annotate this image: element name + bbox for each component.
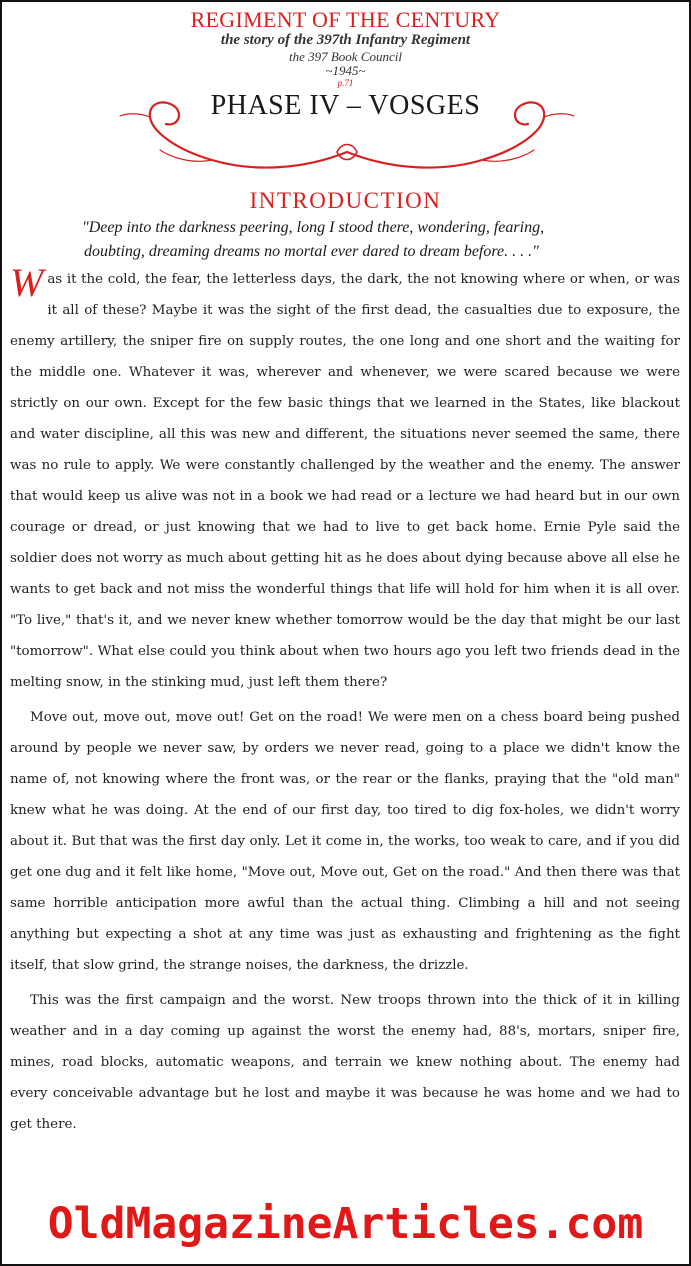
page-reference: p.71 (337, 78, 354, 88)
book-year: ~1945~ (325, 63, 366, 78)
paragraph-1-text: as it the cold, the fear, the letterless days, the dark, the not knowing where or when, or was it all of these? Maybe it was the sight of the first dead, the casualties due to exposure, the enemy artillery, the sniper fire on supply routes, the one long and one short and the waiting for the middle one. Whatever it was, wherever and whenever, we were scared because we were strictly on our own. Except for the few basic things that we learned in the States, like blackout and water discipline, all this was new and different, the situations never seemed the same, there was no rule to apply. We were constantly challenged by the weather and the enemy. The answer that would keep us alive was not in a book we had read or a lecture we had heard but in our own courage or dread, or just knowing that we had to live to get back home. Ernie Pyle said the soldier does not worry as much about getting hit as he does about dying because above all else he wants to get back and not miss the wonderful things that life will hold for him when it is all over. "To live," that's it, and we never knew whether tomorrow would be the day that might be our last "tomorrow". What else could you think about when two hours ago you left two friends dead in the melting snow, in the stinking mud, just left them there? (10, 272, 680, 690)
section-heading: INTRODUCTION (249, 188, 442, 213)
book-subtitle: the story of the 397th Infantry Regiment (220, 32, 471, 48)
paragraph-3: This was the first campaign and the worst. New troops thrown into the thick of it in killing weather and in a day coming up against the worst the enemy had, 88's, mortars, sniper fire, mines, road blocks, automatic weapons, and terrain we knew nothing about. The enemy had every conceivable advantage but he lost and maybe it was because he was home and we had to get there. (10, 993, 680, 1132)
phase-title: PHASE IV – VOSGES (210, 90, 481, 121)
epigraph-quote (82, 216, 642, 264)
book-title: REGIMENT OF THE CENTURY (190, 7, 501, 32)
flourish-ornament-icon (2, 2, 691, 192)
paragraph-1 (10, 260, 680, 698)
site-logo: OldMagazineArticles.com (47, 1199, 644, 1249)
paragraph-2: Move out, move out, move out! Get on the road! We were men on a chess board being pushed around by people we never saw, by orders we never read, going to a place we didn't know the name of, not knowing where the front was, or the rear or the flanks, praying that the "old man" knew what he was doing. At the end of our first day, too tired to dig fox-holes, we didn't worry about it. But that was the first day only. Let it come in, the works, too weak to care, and if you did get one dug and it felt like home, "Move out, Move out, Get on the road." And then there was that same horrible anticipation more awful than the actual thing. Climbing a hill and not seeing anything but expecting a shot at any time was just as exhausting and frightening as the fight itself, that slow grind, the strange noises, the darkness, the drizzle. (10, 710, 680, 973)
epigraph-line-2: doubting, dreaming dreams no mortal ever dared to dream before. . . ." (84, 243, 539, 260)
book-council: the 397 Book Council (288, 49, 402, 64)
drop-cap: W (10, 260, 44, 305)
epigraph-line-1: "Deep into the darkness peering, long I stood there, wondering, fearing, (82, 219, 545, 236)
article-body (10, 260, 680, 1144)
